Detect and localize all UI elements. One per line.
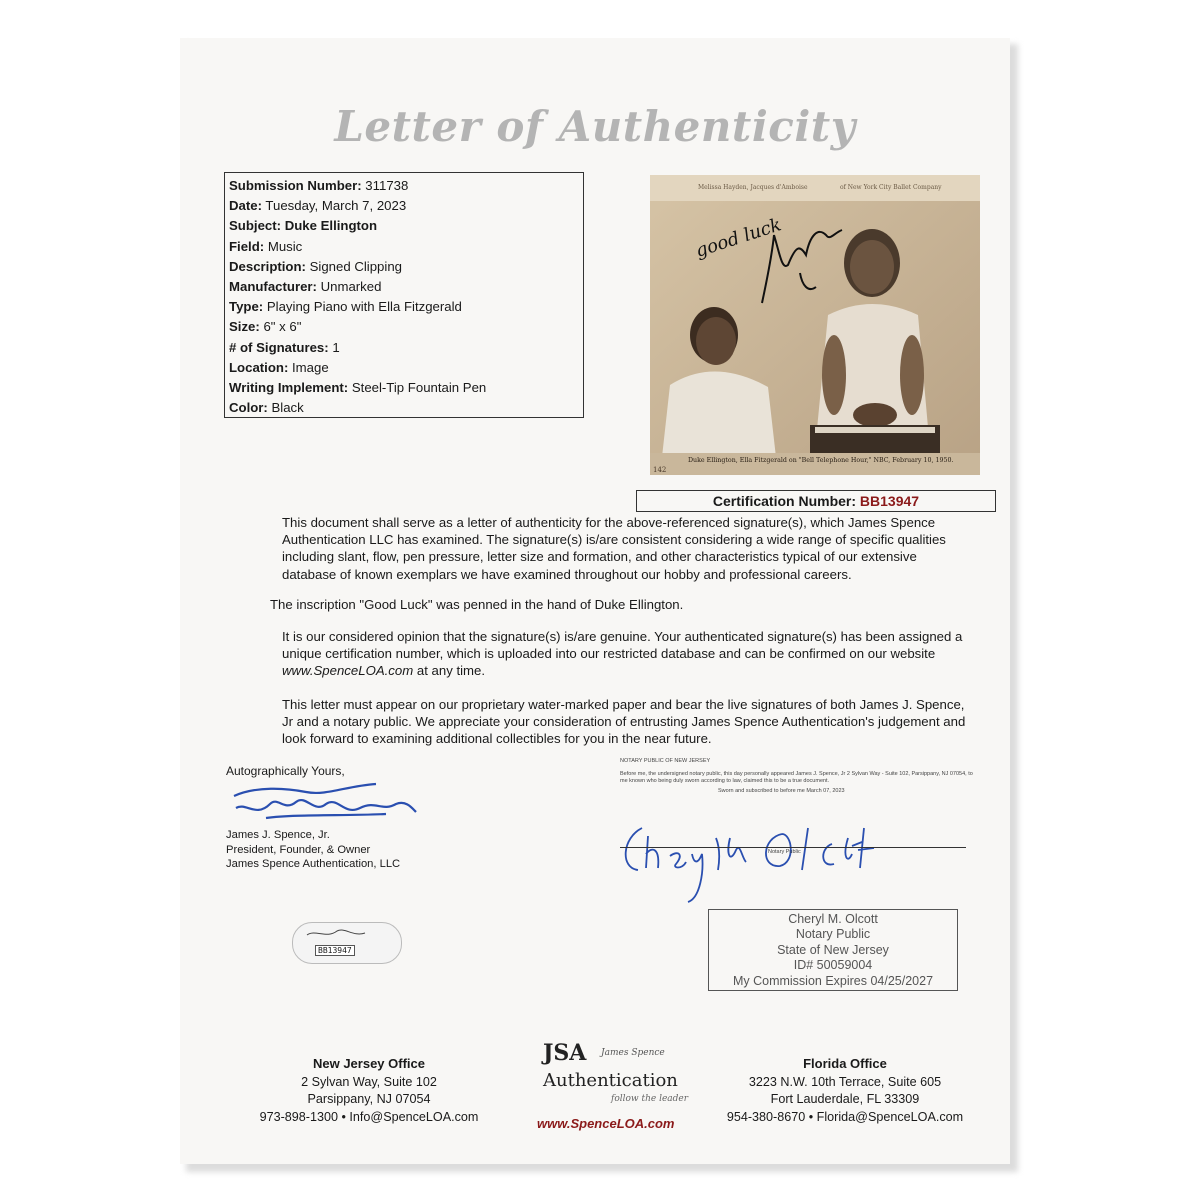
notary-signature-line: [620, 847, 966, 848]
signer-block: [226, 828, 400, 872]
letter-page: [180, 38, 1010, 1164]
jsa-url: www.SpenceLOA.com: [537, 1116, 675, 1131]
jsa-word: Authentication: [543, 1070, 678, 1091]
info-row: Subject: Duke Ellington: [229, 218, 378, 234]
hologram-scribble: [293, 923, 401, 963]
clipping-illustration: [650, 175, 980, 475]
signed-clipping-photo: [650, 175, 980, 475]
jsa-sub: James Spence: [601, 1048, 665, 1058]
paragraph-watermark: This letter must appear on our proprietary water-marked paper and bear the live signatures of both James J. Spence, Jr and a notary public. We appreciate your consideration of entrusting James Spence Authentication's judgement and look forward to examining additional collectibles for you in the near future.: [282, 697, 966, 747]
info-row: Type: Playing Piano with Ella Fitzgerald: [229, 299, 462, 315]
jsa-tagline: follow the leader: [611, 1094, 689, 1104]
info-row: Manufacturer: Unmarked: [229, 279, 382, 295]
hologram-number: BB13947: [315, 945, 355, 956]
fl-office: Florida Office 3223 N.W. 10th Terrace, Suite 605 Fort Lauderdale, FL 33309 954-380-8670 • Florida@SpenceLOA.com: [726, 1056, 964, 1124]
info-row: Location: Image: [229, 359, 329, 375]
hologram-sticker: [292, 922, 402, 964]
info-row: Size: 6" x 6": [229, 319, 302, 335]
nj-office: New Jersey Office 2 Sylvan Way, Suite 102 Parsippany, NJ 07054 973-898-1300 • Info@SpenceLOA.com: [259, 1056, 479, 1124]
paragraph-inscription: The inscription "Good Luck" was penned in the hand of Duke Ellington.: [270, 597, 684, 612]
info-row: Field: Music: [229, 238, 303, 254]
letter-title: Letter of Authenticity: [334, 102, 856, 151]
website-link: www.SpenceLOA.com: [282, 663, 414, 679]
fl-office-title: Florida Office: [803, 1056, 887, 1071]
notary-block: [620, 758, 980, 795]
notary-text: Before me, the undersigned notary public, this day personally appeared James J. Spence, Jr 2 Sylvan Way - Suite 102, Parsippany, NJ 07054, to me known who being duly sworn according to law, claimed this to be a true document.: [620, 771, 973, 784]
nj-office-title: New Jersey Office: [312, 1056, 425, 1071]
signer-name: James J. Spence, Jr.: [226, 829, 330, 841]
notary-heading: NOTARY PUBLIC OF NEW JERSEY: [620, 758, 711, 764]
clipping-caption: Duke Ellington, Ella Fitzgerald on "Bell Telephone Hour," NBC, February 10, 1950.: [688, 457, 954, 464]
info-row: # of Signatures: 1: [229, 339, 340, 355]
info-row: Description: Signed Clipping: [229, 258, 402, 274]
clipping-header-left: Melissa Hayden, Jacques d'Amboise: [698, 184, 808, 191]
notary-label: Notary Public: [768, 849, 801, 855]
closing-text: Autographically Yours,: [226, 764, 345, 778]
info-row: Color: Black: [229, 400, 304, 416]
paragraph-authenticity: This document shall serve as a letter of authenticity for the above-referenced signature(s), which James Spence Authentication LLC has examined. The signature(s) is/are consistent considering a wide range of specific qualities including slant, flow, pen pressure, letter size and formation, and other characteristics typical of our extensive database of known exemplars we have examined throughout our hobby and professional careers.: [282, 515, 946, 582]
notary-sworn: Sworn and subscribed to before me March 07, 2023: [718, 788, 845, 794]
inscription-good-luck: good luck: [693, 214, 784, 262]
certification-number: BB13947: [859, 493, 920, 509]
certification-number-bar: Certification Number: BB13947: [636, 490, 996, 512]
clipping-page-number: 142: [653, 466, 667, 474]
info-row: Writing Implement: Steel-Tip Fountain Pen: [229, 380, 487, 396]
signer-company: James Spence Authentication, LLC: [226, 858, 401, 870]
clipping-header-right: of New York City Ballet Company: [840, 184, 942, 191]
james-spence-signature: [226, 778, 426, 828]
info-row: Submission Number: 311738: [229, 178, 409, 193]
jsa-mark: JSA: [543, 1040, 587, 1066]
submission-info-box: [224, 172, 584, 418]
signer-role: President, Founder, & Owner: [226, 843, 371, 856]
jsa-logo: [515, 1040, 695, 1140]
notary-stamp: Cheryl M. Olcott Notary Public State of New Jersey ID# 50059004 My Commission Expires 04/25/2027: [708, 909, 958, 991]
info-row: Date: Tuesday, March 7, 2023: [229, 198, 407, 214]
paragraph-opinion: It is our considered opinion that the signature(s) is/are genuine. Your authenticated signature(s) has been assigned a unique certification number, which is uploaded into our restricted database and can be confirmed on our website www.SpenceLOA.com at any time.: [282, 629, 963, 679]
notary-signature: [612, 798, 912, 908]
